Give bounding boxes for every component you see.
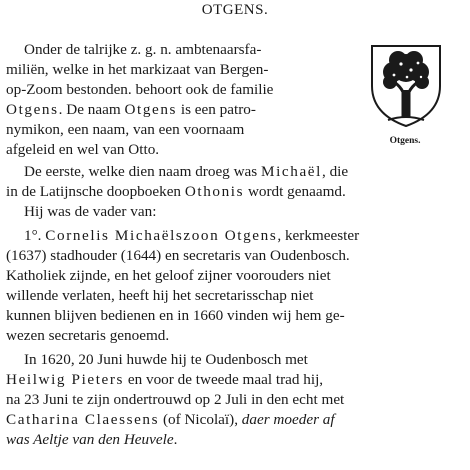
text-line: nymikon, een naam, van een voornaam bbox=[6, 121, 245, 138]
text-line: was Aeltje van den Heuvele. bbox=[6, 431, 178, 448]
text-line: Catharina Claessens (of Nicolaï), daer moeder af bbox=[6, 411, 335, 428]
text-line: 1°. Cornelis Michaëlszoon Otgens, kerkmeester bbox=[24, 227, 360, 244]
text-line: (1637) stadhouder (1644) en secretaris van Oudenbosch. bbox=[6, 247, 350, 264]
text-line: afgeleid en wel van Otto. bbox=[6, 141, 160, 158]
text-line: in de Latijnsche doopboeken Othonis wordt genaamd. bbox=[6, 183, 346, 200]
text-line: Hij was de vader van: bbox=[24, 203, 157, 220]
crest-caption: Otgens. bbox=[389, 136, 421, 146]
coat-of-arms-tree-icon bbox=[366, 42, 446, 128]
text-line: Onder de talrijke z. g. n. ambtenaarsfa- bbox=[24, 41, 262, 58]
text-line: Otgens. De naam Otgens is een patro- bbox=[6, 101, 256, 118]
text-line: De eerste, welke dien naam droeg was Michaël, die bbox=[24, 163, 349, 180]
text-line: Katholiek zijnde, en het geloof zijner voorouders niet bbox=[6, 267, 331, 284]
text-line: Heilwig Pieters en voor de tweede maal trad hij, bbox=[6, 371, 324, 388]
text-line: In 1620, 20 Juni huwde hij te Oudenbosch met bbox=[24, 351, 308, 368]
text-line: na 23 Juni te zijn ondertrouwd op 2 Juli in den echt met bbox=[6, 391, 345, 408]
page-title: OTGENS. bbox=[201, 2, 269, 18]
text-line: kunnen blijven bedienen en in 1660 vinden wij hem ge- bbox=[6, 307, 345, 324]
text-line: op-Zoom bestonden. behoort ook de familie bbox=[6, 81, 274, 98]
text-line: willende verlaten, heeft hij het secretarisschap niet bbox=[6, 287, 314, 304]
text-line: miliën, welke in het markizaat van Bergen- bbox=[6, 61, 269, 78]
text-line: wezen secretaris genoemd. bbox=[6, 327, 170, 344]
